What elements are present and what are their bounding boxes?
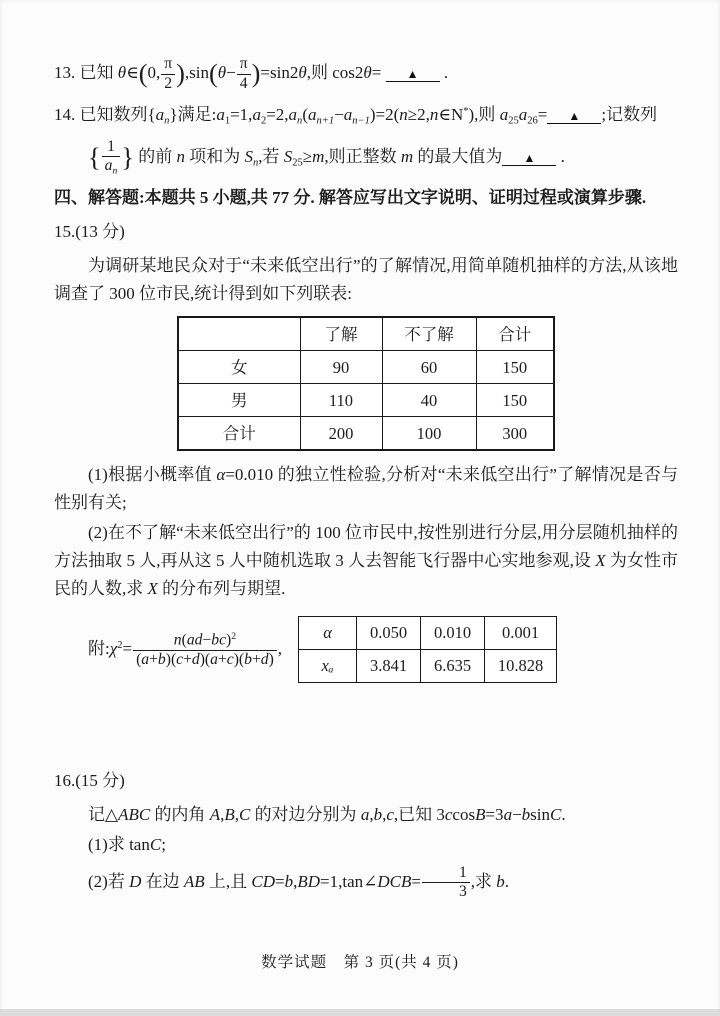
math-text: ,则正整数 (324, 146, 401, 166)
math-text: ( (181, 631, 187, 649)
question-15-number: 15.(13 分) (54, 222, 125, 242)
math-variable: bc (211, 631, 226, 649)
math-subscript: n (164, 115, 170, 127)
table-cell: α (299, 616, 357, 649)
math-text: =sin2 (260, 63, 299, 82)
contingency-table (177, 316, 555, 451)
math-variable: a (252, 104, 261, 124)
math-variable: a (141, 650, 150, 668)
math-bracket: ) (176, 58, 185, 88)
math-subscript: 26 (527, 115, 538, 127)
math-variable: A (209, 804, 221, 824)
math-text: 在边 (141, 871, 184, 891)
table-cell: 0.001 (485, 616, 557, 649)
numerator (422, 864, 470, 883)
math-text: 14. 已知数列{ (54, 104, 156, 124)
math-variable: θ (217, 63, 227, 82)
math-variable: α (216, 465, 226, 485)
math-text: )( (199, 650, 211, 668)
chi-square-note (88, 616, 678, 683)
table-cell: 150 (476, 384, 554, 417)
math-variable: C (550, 804, 562, 824)
table-row (178, 384, 554, 417)
math-text: ) (268, 650, 274, 668)
math-text: , (369, 804, 374, 824)
answer-blank: ▲ (386, 68, 440, 82)
math-text: ),则 (468, 104, 500, 124)
math-text: = (122, 638, 133, 658)
math-text: − (334, 104, 344, 124)
math-subscript: n (297, 115, 303, 127)
math-text: =2, (266, 104, 289, 124)
math-variable: d (260, 650, 269, 668)
fraction (422, 864, 470, 902)
math-variable: b (157, 650, 166, 668)
math-text: (2)若 (88, 871, 130, 891)
math-variable: B (475, 804, 486, 824)
math-text: = (537, 104, 548, 124)
math-text: 为女性市民的人数,求 (54, 551, 679, 599)
question-15-part1 (54, 461, 678, 517)
table-row (178, 417, 554, 451)
math-text: = (371, 63, 386, 82)
math-bracket: { (88, 142, 101, 172)
math-subscript: 2 (260, 115, 267, 127)
math-variable: DCB (377, 871, 412, 891)
math-variable: c (226, 650, 234, 668)
numerator (102, 138, 121, 157)
math-variable: ABC (118, 804, 151, 824)
math-variable: n (176, 146, 185, 166)
math-variable: S (283, 146, 293, 166)
math-text: 附: (88, 638, 110, 658)
scan-edge-artifact (0, 1009, 720, 1016)
table-cell: 0.050 (357, 616, 421, 649)
math-text: 项和为 (184, 146, 245, 166)
math-variable: θ (363, 63, 372, 82)
math-text: (1)根据小概率值 (88, 465, 217, 485)
math-text: π (239, 55, 248, 73)
table-cell: 男 (178, 384, 300, 417)
math-text: 的分布列与期望. (157, 579, 286, 599)
math-variable: c (386, 804, 394, 824)
math-variable: c (444, 804, 453, 824)
math-variable: n (429, 104, 439, 124)
table-cell: 了解 (300, 317, 382, 351)
math-text: − (226, 63, 236, 82)
question-13 (54, 52, 678, 95)
table-cell: 60 (382, 351, 476, 384)
math-subscript: n+1 (316, 115, 335, 127)
math-text: sin (530, 804, 550, 824)
math-bracket: } (121, 142, 134, 172)
math-text: )( (233, 650, 245, 668)
math-variable: m (312, 146, 325, 166)
math-text: 1 (107, 138, 115, 156)
math-text: 上,且 (204, 871, 252, 891)
math-text: ∈N (438, 104, 464, 124)
chi-square-formula (88, 628, 282, 671)
math-text: 1 (458, 863, 467, 881)
table-cell: xₐ (299, 649, 357, 682)
math-variable: C (238, 804, 251, 824)
table-cell: 0.010 (421, 616, 485, 649)
math-text: . (439, 63, 449, 82)
math-text: . (504, 871, 510, 891)
math-text: π (164, 55, 173, 73)
table-cell: 90 (300, 351, 382, 384)
math-subscript: n (252, 157, 259, 169)
math-text: =3 (485, 804, 504, 824)
question-15-part2 (54, 519, 678, 603)
numerator (161, 55, 175, 74)
math-text: = (411, 871, 421, 891)
math-text: 的最大值为 (413, 146, 503, 166)
table-cell: 150 (476, 351, 554, 384)
math-variable: a (499, 104, 509, 124)
math-text: + (149, 650, 158, 668)
math-text: , (293, 871, 298, 891)
math-text: ∈ (126, 63, 139, 82)
numerator (237, 55, 251, 74)
math-variable: X (595, 551, 606, 571)
math-text: ) (226, 631, 232, 649)
question-14-line2 (88, 136, 678, 179)
question-14 (54, 101, 678, 179)
math-variable: a (518, 104, 528, 124)
table-cell: 6.635 (421, 649, 485, 682)
table-cell: 40 (382, 384, 476, 417)
fraction (161, 55, 175, 93)
question-15 (54, 218, 678, 682)
math-text: )=2( (369, 104, 400, 124)
table-cell: 100 (382, 417, 476, 451)
math-text: − (202, 631, 212, 649)
math-variable: b (244, 650, 252, 668)
math-variable: X (147, 579, 158, 599)
math-text: , (277, 638, 283, 658)
math-variable: a (288, 104, 298, 124)
math-variable: n (173, 631, 182, 649)
denominator (102, 157, 121, 177)
math-variable: b (373, 804, 383, 824)
math-text: , (220, 804, 225, 824)
denominator (161, 75, 175, 93)
math-variable: a (307, 104, 317, 124)
table-cell: 300 (476, 417, 554, 451)
math-text: 的对边分别为 (250, 804, 361, 824)
math-text: 的前 (133, 146, 177, 166)
math-text: }满足: (169, 104, 217, 124)
math-text: (1)求 tan (88, 834, 150, 854)
answer-blank: ▲ (502, 152, 556, 166)
math-text: ,求 (470, 871, 497, 891)
numerator (133, 631, 277, 651)
math-text: 0, (147, 63, 161, 82)
math-bracket: ( (138, 58, 148, 88)
table-cell: 女 (178, 351, 300, 384)
math-text: =1,tan∠ (320, 871, 378, 891)
table-cell (178, 317, 300, 351)
math-text: =1, (230, 104, 253, 124)
math-text: ≥2, (407, 104, 430, 124)
table-cell: 200 (300, 417, 382, 451)
math-text: (2)在不了解“未来低空出行”的 100 位市民中,按性别进行分层,用分层随机抽样的方法抽取 5 人,再从这 5 人中随机选取 3 人去智能飞行器中心实地参观,设 (54, 523, 678, 571)
math-variable: C (149, 834, 162, 854)
answer-blank: ▲ (547, 110, 601, 124)
math-text: + (183, 650, 192, 668)
table-cell: 合计 (476, 317, 554, 351)
denominator (237, 75, 251, 93)
math-text: ;记数列 (601, 104, 658, 124)
math-text: ,sin (184, 63, 209, 82)
math-subscript: n−1 (352, 115, 370, 127)
question-16 (54, 767, 678, 904)
math-superscript: 2 (231, 630, 237, 642)
table-row (299, 649, 557, 682)
page-footer: 数学试题 第 3 页(共 4 页) (261, 954, 459, 971)
math-variable: c (176, 650, 184, 668)
math-subscript: 25 (508, 115, 519, 127)
math-variable: BD (297, 871, 321, 891)
math-variable: m (400, 146, 414, 166)
math-variable: S (244, 146, 253, 166)
section-4-header: 四、解答题:本题共 5 小题,共 77 分. 解答应写出文字说明、证明过程或演算步骤. (54, 188, 647, 208)
math-subscript: 1 (224, 115, 231, 127)
math-text: ,已知 3 (393, 804, 445, 824)
question-16-part1 (54, 831, 678, 859)
math-variable: a (360, 804, 370, 824)
table-row (178, 317, 554, 351)
math-text: + (217, 650, 227, 668)
math-superscript: 2 (117, 639, 123, 651)
math-variable: n (399, 104, 408, 124)
fraction (102, 138, 121, 177)
math-variable: AB (183, 871, 205, 891)
fraction (133, 631, 277, 669)
math-variable: χ (109, 638, 118, 658)
denominator (422, 883, 470, 901)
math-variable: d (191, 650, 200, 668)
math-text: 4 (239, 74, 248, 92)
table-cell: 10.828 (485, 649, 557, 682)
math-text: ( (302, 104, 308, 124)
table-cell: 110 (300, 384, 382, 417)
math-variable: b (284, 871, 294, 891)
math-subscript: 25 (292, 157, 303, 169)
question-15-intro: 为调研某地民众对于“未来低空出行”的了解情况,用简单随机抽样的方法,从该地调查了 300 位市民,统计得到如下列联表: (54, 256, 678, 304)
table-row (178, 351, 554, 384)
math-text: , (234, 804, 239, 824)
math-text: 2 (164, 74, 173, 92)
math-subscript: n (112, 165, 118, 177)
math-text: − (512, 804, 522, 824)
denominator (133, 651, 277, 669)
math-variable: b (521, 804, 531, 824)
math-text: ; (161, 834, 166, 854)
math-text: =0.010 的独立性检验,分析对“未来低空出行”了解情况是否与性别有关; (54, 465, 678, 513)
math-text: ,若 (258, 146, 284, 166)
question-16-part2 (54, 861, 678, 904)
math-variable: D (129, 871, 142, 891)
table-row (299, 616, 557, 649)
math-text: 13. 已知 (54, 63, 118, 82)
math-variable: CD (251, 871, 276, 891)
table-cell: 不了解 (382, 317, 476, 351)
math-superscript: * (463, 105, 469, 117)
table-cell: 3.841 (357, 649, 421, 682)
math-text: 的内角 (150, 804, 210, 824)
math-variable: a (343, 104, 353, 124)
math-variable: θ (298, 63, 307, 82)
table-cell: 合计 (178, 417, 300, 451)
math-variable: b (496, 871, 505, 891)
fraction (237, 55, 251, 93)
math-bracket: ( (209, 58, 218, 88)
math-variable: a (503, 804, 513, 824)
math-variable: a (104, 157, 113, 175)
math-variable: θ (117, 63, 127, 82)
math-text: = (275, 871, 285, 891)
critical-value-table (298, 616, 557, 683)
math-variable: a (216, 104, 225, 124)
math-bracket: ) (251, 58, 261, 88)
math-text: cos (452, 804, 476, 824)
math-text: . (556, 146, 565, 166)
math-variable: ad (186, 631, 203, 649)
math-text: , (382, 804, 387, 824)
math-text: 记△ (88, 804, 119, 824)
math-text: )( (165, 650, 177, 668)
math-text: ,则 cos2 (306, 63, 364, 82)
math-text: + (251, 650, 261, 668)
math-variable: a (155, 104, 165, 124)
math-text: ( (136, 650, 142, 668)
math-variable: a (210, 650, 218, 668)
math-text: 3 (458, 883, 467, 901)
math-text: ≥ (302, 146, 313, 166)
question-14-line1 (54, 101, 678, 130)
question-16-number: 16.(15 分) (54, 770, 125, 790)
math-text: . (561, 804, 566, 824)
math-variable: B (224, 804, 235, 824)
question-16-intro (54, 801, 678, 829)
